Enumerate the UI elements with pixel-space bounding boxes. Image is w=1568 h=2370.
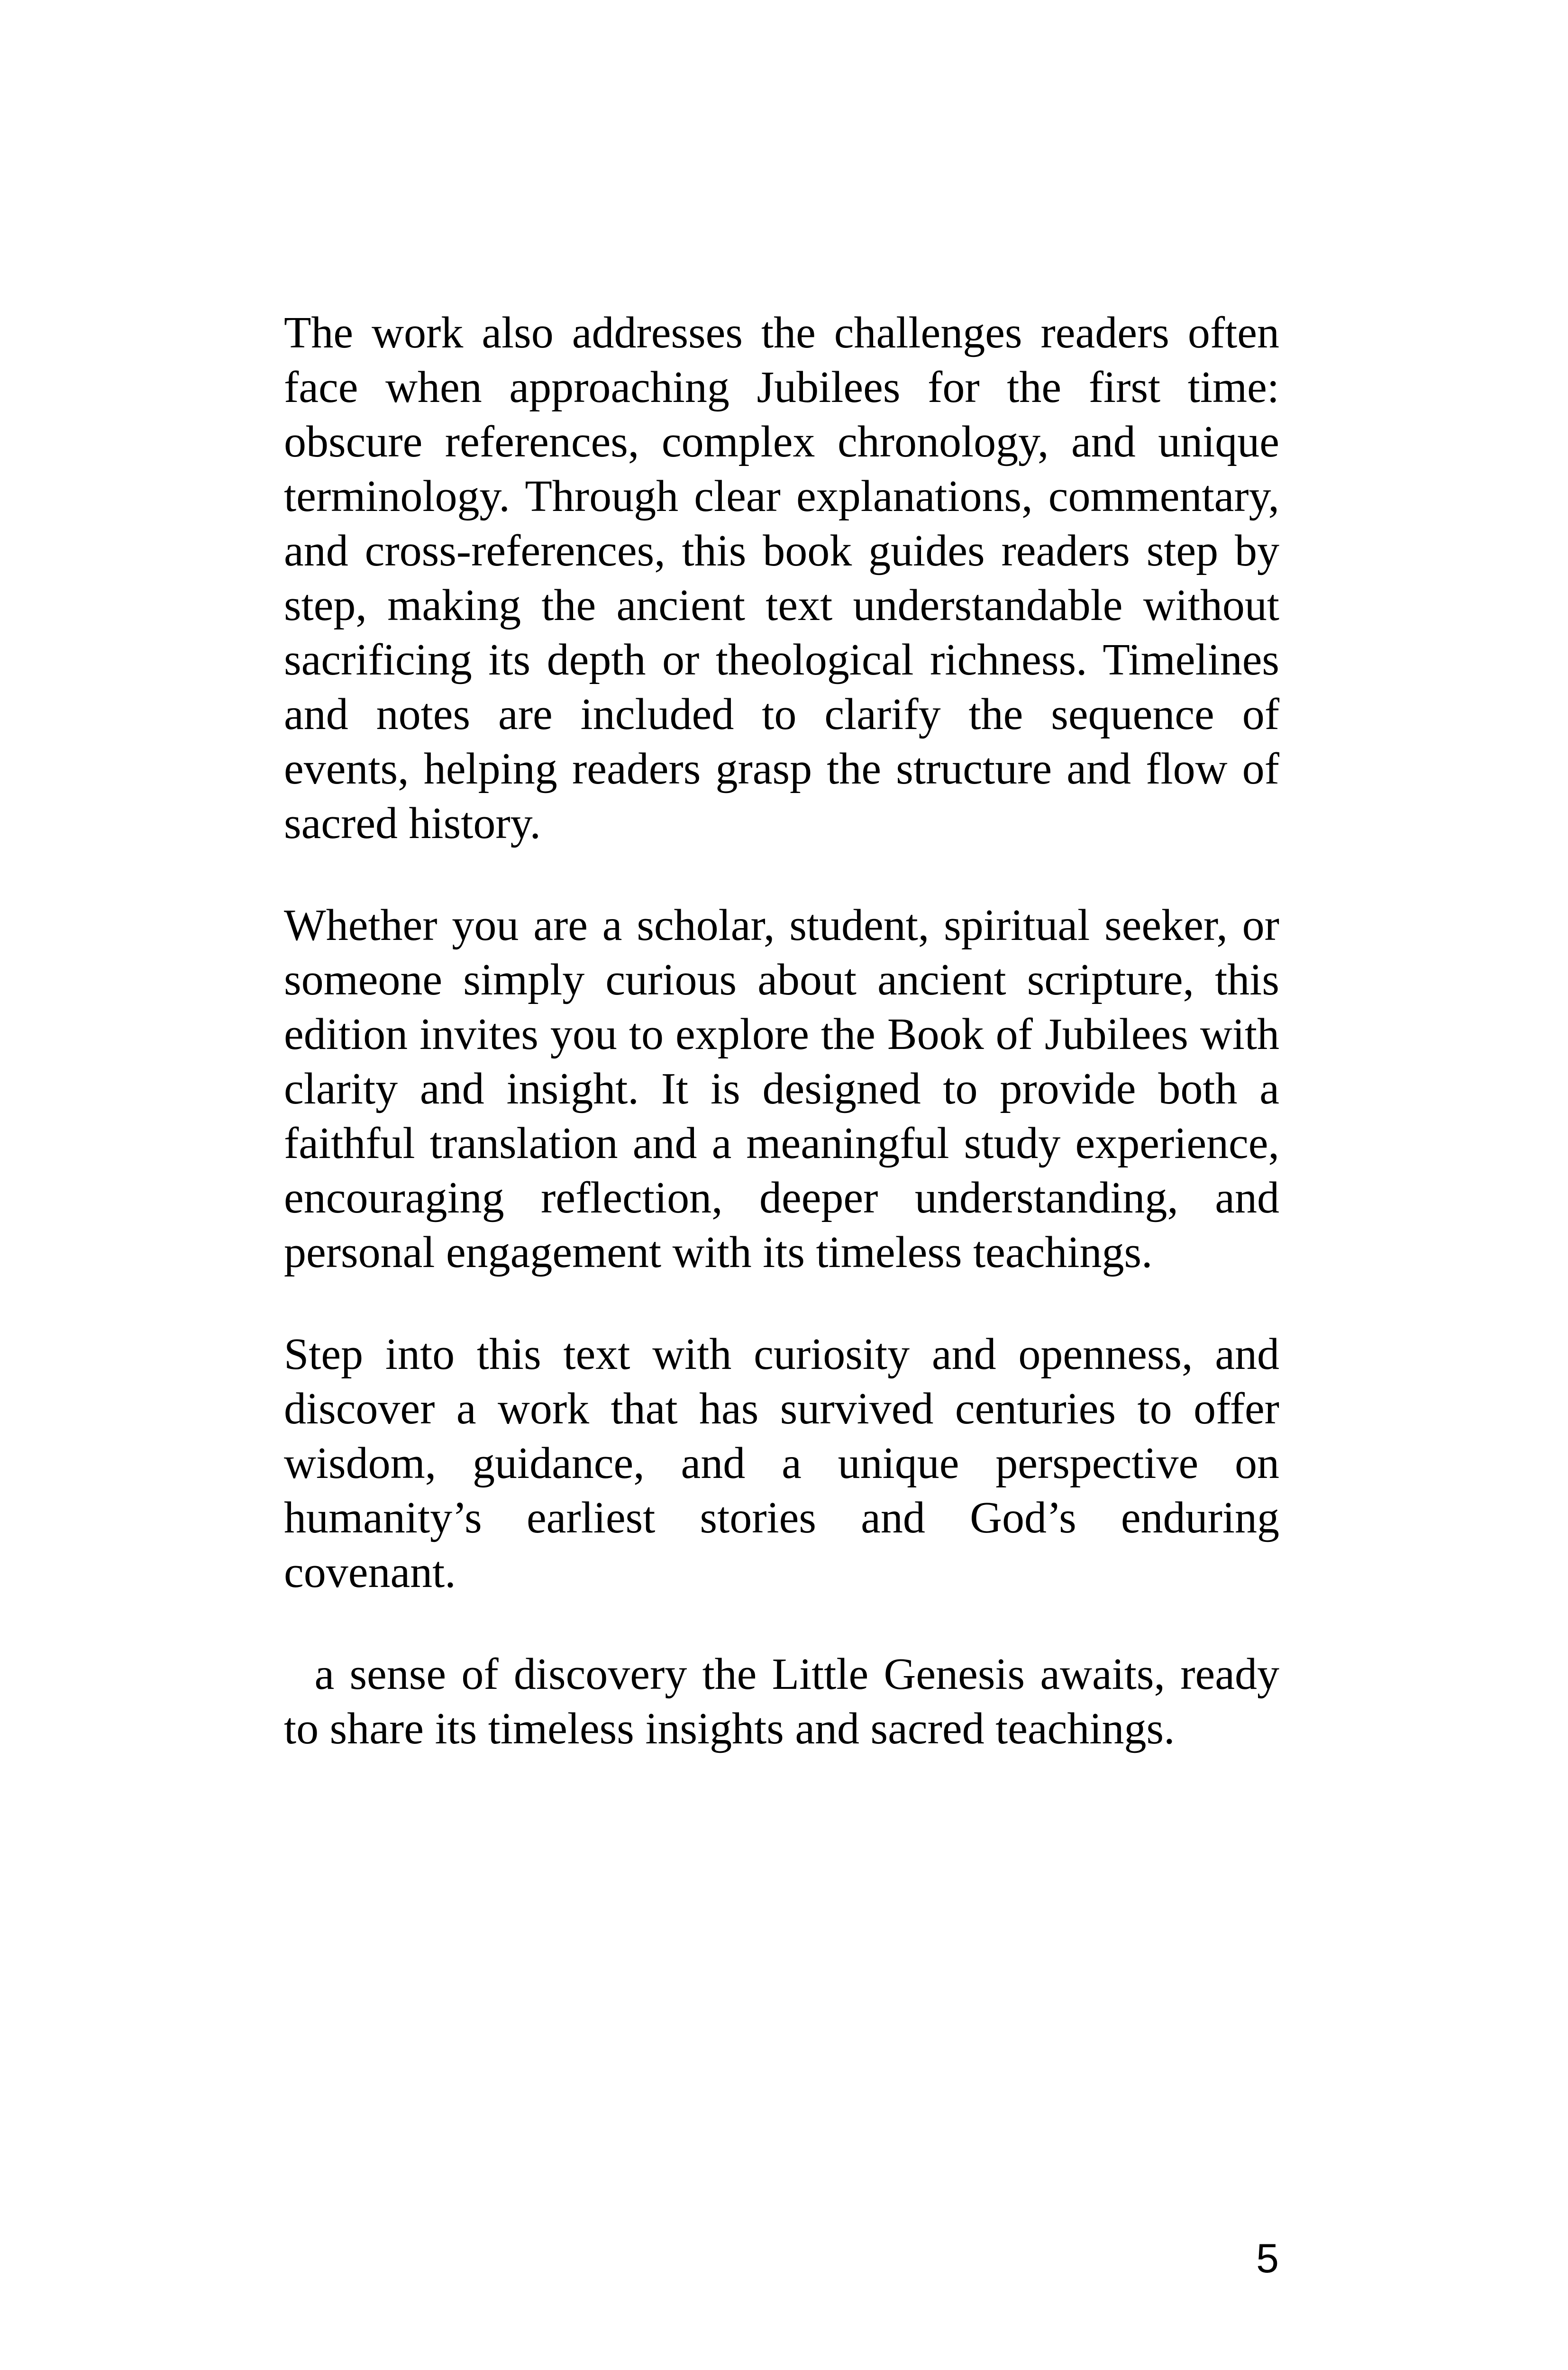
paragraph-challenges: The work also addresses the challenges readers often face when approaching Jubilees for the first time: obscure references, complex chronology, and unique terminology. Through clear explanations, commentary, and cross-references, this book guides readers step by step, making the ancient text understandable without sacrificing its depth or theological richness. Timelines and notes are included to clarify the sequence of events, helping readers grasp the structure and flow of sacred history. — [284, 308, 1279, 848]
paragraph-invitation: Step into this text with curiosity and openness, and discover a work that has survived centuries to offer wisdom, guidance, and a unique perspective on humanity’s earliest stories and God’s enduring covenant. — [284, 1330, 1279, 1597]
paragraph-closing: a sense of discovery the Little Genesis awaits, ready to share its timeless insights and sacred teachings. — [284, 1650, 1279, 1753]
page-number: 5 — [1256, 2236, 1279, 2281]
body-text — [284, 306, 1279, 1756]
paragraph-audience: Whether you are a scholar, student, spiritual seeker, or someone simply curious about ancient scripture, this edition invites you to explore the Book of Jubilees with clarity and insight. It is designed to provide both a faithful translation and a meaningful study experience, encouraging reflection, deeper understanding, and personal engagement with its timeless teachings. — [284, 901, 1279, 1277]
